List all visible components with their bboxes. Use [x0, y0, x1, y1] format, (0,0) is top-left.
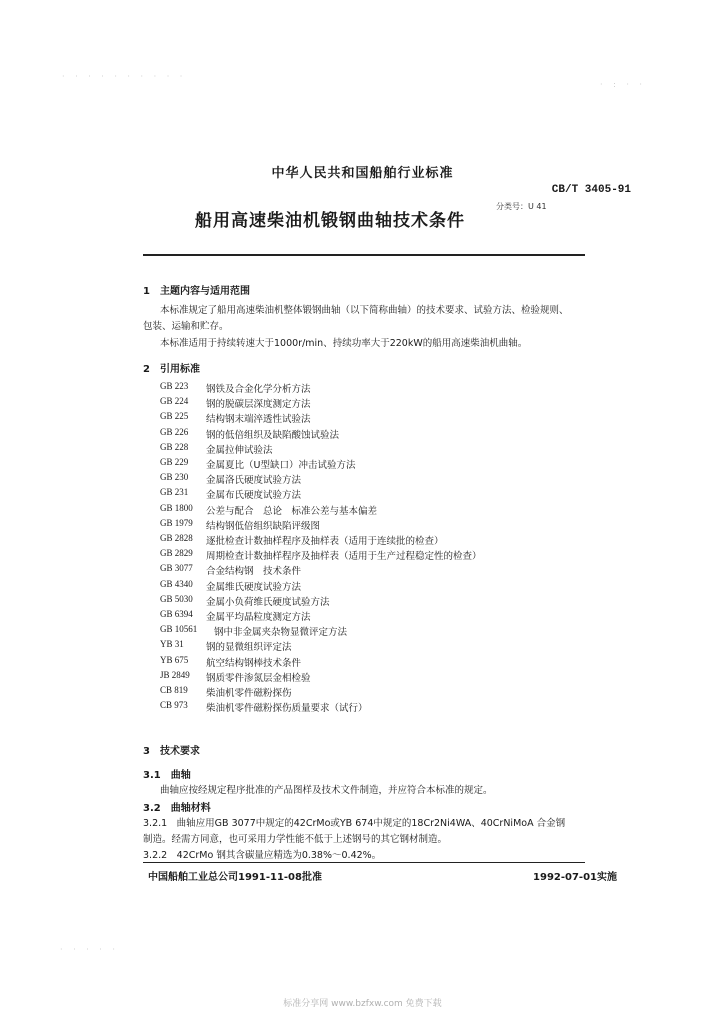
reference-title: 钢中非金属夹杂物显微评定方法	[214, 627, 348, 639]
reference-code: YB 31	[160, 639, 184, 650]
section-1-para-2: 本标准适用于持续转速大于1000r/min、持续功率大于220kW的船用高速柴油机曲轴。	[160, 338, 528, 349]
section-1-para-1: 本标准规定了船用高速柴油机整体锻钢曲轴（以下简称曲轴）的技术要求、试验方法、检验规则、	[160, 305, 569, 316]
effective-date: 1992-07-01实施	[533, 872, 617, 883]
classification-number: 分类号：U 41	[496, 202, 547, 211]
reference-code: CB 973	[160, 700, 188, 711]
reference-title: 金属拉伸试验法	[206, 444, 273, 456]
section-2-heading: 2 引用标准	[143, 364, 200, 375]
reference-code: GB 3077	[160, 563, 193, 574]
reference-title: 钢的低倍组织及缺陷酸蚀试验法	[206, 429, 340, 441]
scan-noise: · · · · · · · · · ·	[62, 72, 187, 81]
reference-title: 结构钢低倍组织缺陷评级图	[206, 520, 321, 532]
reference-code: CB 819	[160, 685, 188, 695]
reference-code: GB 5030	[160, 593, 193, 604]
reference-title: 公差与配合 总论 标准公差与基本偏差	[206, 505, 378, 517]
scan-noise: · : · ·	[600, 80, 646, 89]
reference-code: GB 1800	[160, 502, 193, 513]
section-1-heading: 1 主题内容与适用范围	[143, 286, 250, 297]
watermark: 标准分享网 www.bzfxw.com 免费下载	[283, 999, 442, 1009]
document-title: 船用高速柴油机锻钢曲轴技术条件	[195, 211, 465, 231]
reference-title: 金属布氏硬度试验方法	[206, 490, 302, 502]
reference-code: GB 2828	[160, 533, 193, 543]
reference-code: GB 10561	[160, 624, 198, 635]
reference-code: GB 223	[160, 381, 189, 391]
reference-code: GB 228	[160, 441, 189, 452]
reference-title: 逐批检查计数抽样程序及抽样表（适用于连续批的检查）	[206, 536, 444, 547]
reference-title: 合金结构钢 技术条件	[206, 566, 302, 578]
reference-title: 金属夏比（U型缺口）冲击试验方法	[206, 460, 356, 471]
reference-title: 钢的脱碳层深度测定方法	[206, 399, 311, 411]
reference-code: GB 6394	[160, 609, 193, 619]
reference-code: GB 229	[160, 457, 189, 467]
reference-code: GB 231	[160, 487, 189, 498]
reference-code: YB 675	[160, 654, 189, 665]
section-3-1-heading: 3.1 曲轴	[143, 770, 191, 781]
section-3-1-text: 曲轴应按经规定程序批准的产品图样及技术文件制造，并应符合本标准的规定。	[160, 785, 493, 796]
reference-code: GB 1979	[160, 517, 193, 528]
issuing-authority: 中华人民共和国船舶行业标准	[271, 166, 454, 181]
section-3-2-1-cont: 制造。经需方同意，也可采用力学性能不低于上述钢号的其它钢材制造。	[143, 834, 448, 845]
reference-title: 结构钢末端淬透性试验法	[206, 414, 311, 426]
reference-title: 柴油机零件磁粉探伤质量要求（试行）	[206, 703, 368, 715]
reference-title: 金属平均晶粒度测定方法	[206, 612, 311, 623]
reference-title: 金属维氏硬度试验方法	[206, 581, 302, 593]
standard-number: CB/T 3405-91	[551, 184, 631, 196]
reference-title: 柴油机零件磁粉探伤	[206, 688, 292, 699]
approval-date: 中国船舶工业总公司1991-11-08批准	[148, 872, 322, 883]
section-3-heading: 3 技术要求	[143, 746, 200, 757]
section-3-2-1-text: 3.2.1 曲轴应用GB 3077中规定的42CrMo或YB 674中规定的18Cr2Ni4WA、40CrNiMoA 合金钢	[143, 818, 566, 829]
header-divider	[143, 254, 585, 256]
reference-title: 钢铁及合金化学分析方法	[206, 384, 311, 395]
reference-code: GB 4340	[160, 578, 193, 589]
reference-title: 金属洛氏硬度试验方法	[206, 475, 302, 487]
reference-code: GB 224	[160, 396, 189, 407]
scan-noise: · · · · ·	[60, 945, 119, 954]
reference-code: GB 225	[160, 411, 189, 422]
reference-title: 钢质零件渗氮层金相检验	[206, 672, 311, 684]
reference-title: 航空结构钢棒技术条件	[206, 657, 302, 669]
footer-divider	[143, 862, 585, 863]
section-3-2-heading: 3.2 曲轴材料	[143, 803, 211, 814]
reference-title: 周期检查计数抽样程序及抽样表（适用于生产过程稳定性的检查）	[206, 551, 482, 563]
reference-code: GB 226	[160, 426, 189, 437]
reference-title: 金属小负荷维氏硬度试验方法	[206, 596, 330, 608]
reference-code: GB 2829	[160, 548, 193, 559]
section-3-2-2-text: 3.2.2 42CrMo 钢其含碳量应精选为0.38%～0.42%。	[143, 850, 382, 861]
reference-code: JB 2849	[160, 669, 190, 680]
reference-title: 钢的显微组织评定法	[206, 642, 292, 654]
section-1-para-1-cont: 包装、运输和贮存。	[143, 321, 229, 332]
reference-code: GB 230	[160, 472, 189, 483]
